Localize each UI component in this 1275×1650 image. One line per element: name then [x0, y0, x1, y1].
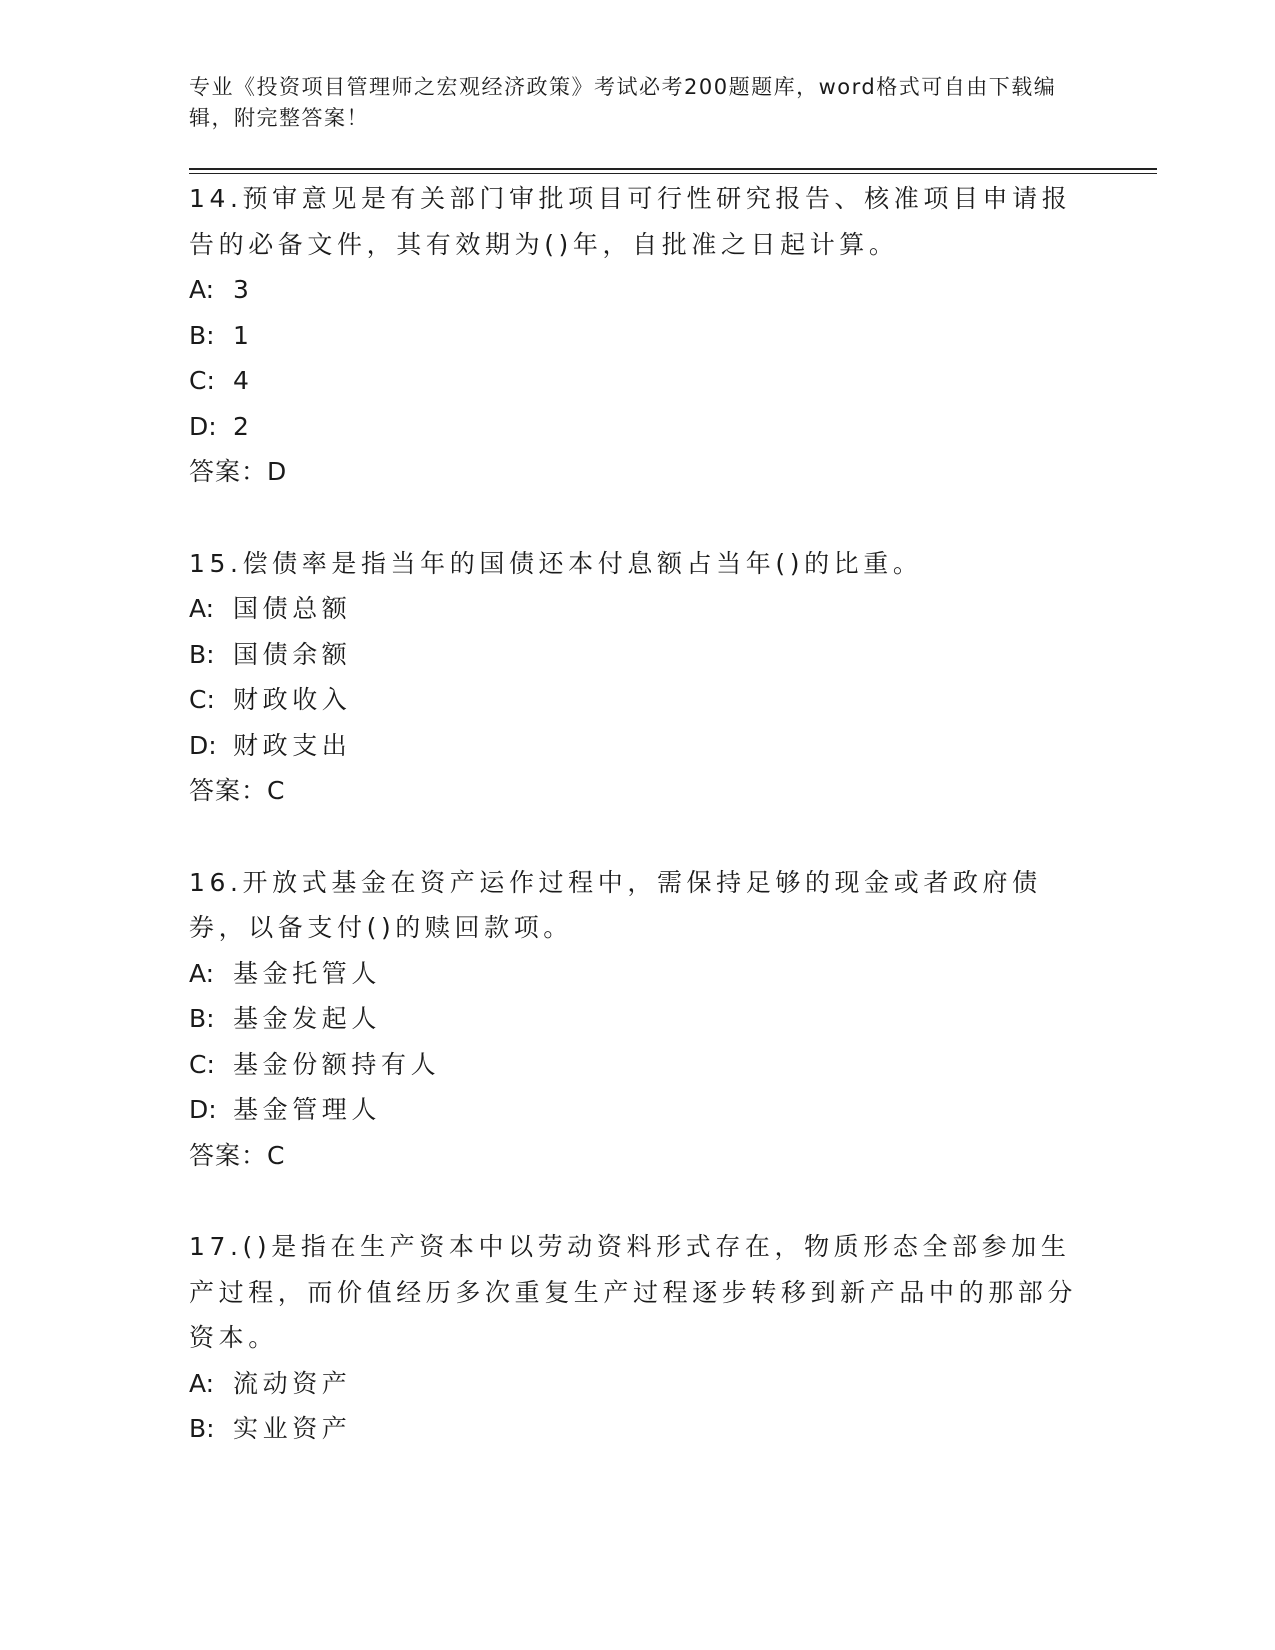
option-a — [189, 267, 1157, 313]
option-letter: B: — [189, 639, 215, 669]
question-17 — [189, 1224, 1157, 1452]
option-a — [189, 951, 1157, 997]
option-d — [189, 723, 1157, 769]
question-14 — [189, 176, 1157, 495]
document-page — [189, 72, 1157, 1498]
option-text: 基金发起人 — [233, 1004, 382, 1033]
question-text: 14.预审意见是有关部门审批项目可行性研究报告、核准项目申请报告的必备文件，其有效期为()年，自批准之日起计算。 — [189, 184, 1072, 259]
question-text: 17.()是指在生产资本中以劳动资料形式存在，物质形态全部参加生产过程，而价值经历多次重复生产过程逐步转移到新产品中的那部分资本。 — [189, 1232, 1078, 1352]
option-text: 国债总额 — [233, 594, 352, 623]
option-text: 国债余额 — [233, 639, 352, 669]
option-text: 流动资产 — [233, 1368, 352, 1398]
option-letter: A: — [189, 1368, 215, 1398]
option-text: 3 — [233, 275, 254, 304]
option-letter: C: — [189, 366, 215, 395]
option-a — [189, 586, 1157, 632]
option-b — [189, 1406, 1157, 1452]
option-d — [189, 404, 1157, 450]
option-c — [189, 677, 1157, 723]
option-letter: D: — [189, 411, 217, 441]
document-header: 专业《投资项目管理师之宏观经济政策》考试必考200题题库，word格式可自由下载编辑，附完整答案！ — [189, 75, 1057, 130]
option-b — [189, 996, 1157, 1042]
question-list — [189, 176, 1157, 1452]
question-text: 16.开放式基金在资产运作过程中，需保持足够的现金或者政府债券，以备支付()的赎回款项。 — [189, 867, 1042, 942]
question-15 — [189, 541, 1157, 814]
option-text: 4 — [233, 366, 254, 395]
option-text: 基金管理人 — [233, 1095, 382, 1124]
answer: 答案：C — [189, 1140, 286, 1170]
option-letter: D: — [189, 730, 217, 760]
option-letter: A: — [189, 594, 215, 623]
option-text: 基金托管人 — [233, 958, 382, 988]
option-c — [189, 358, 1157, 404]
option-text: 1 — [233, 320, 254, 350]
option-letter: A: — [189, 275, 215, 304]
option-text: 基金份额持有人 — [233, 1049, 441, 1079]
option-b — [189, 632, 1157, 678]
option-a — [189, 1361, 1157, 1407]
answer: 答案：D — [189, 457, 288, 486]
header-divider — [189, 168, 1157, 170]
option-letter: C: — [189, 1049, 215, 1079]
option-letter: B: — [189, 1004, 215, 1033]
option-letter: C: — [189, 685, 215, 714]
option-b — [189, 313, 1157, 359]
question-text: 15.偿债率是指当年的国债还本付息额占当年()的比重。 — [189, 548, 923, 578]
option-c — [189, 1042, 1157, 1088]
answer: 答案：C — [189, 776, 286, 805]
question-16 — [189, 860, 1157, 1179]
option-text: 2 — [233, 411, 254, 441]
option-letter: B: — [189, 320, 215, 350]
option-text: 财政收入 — [233, 685, 352, 714]
option-letter: B: — [189, 1414, 215, 1443]
option-d — [189, 1087, 1157, 1133]
option-text: 实业资产 — [233, 1414, 352, 1443]
option-letter: A: — [189, 958, 215, 988]
option-text: 财政支出 — [233, 730, 352, 760]
option-letter: D: — [189, 1095, 217, 1124]
